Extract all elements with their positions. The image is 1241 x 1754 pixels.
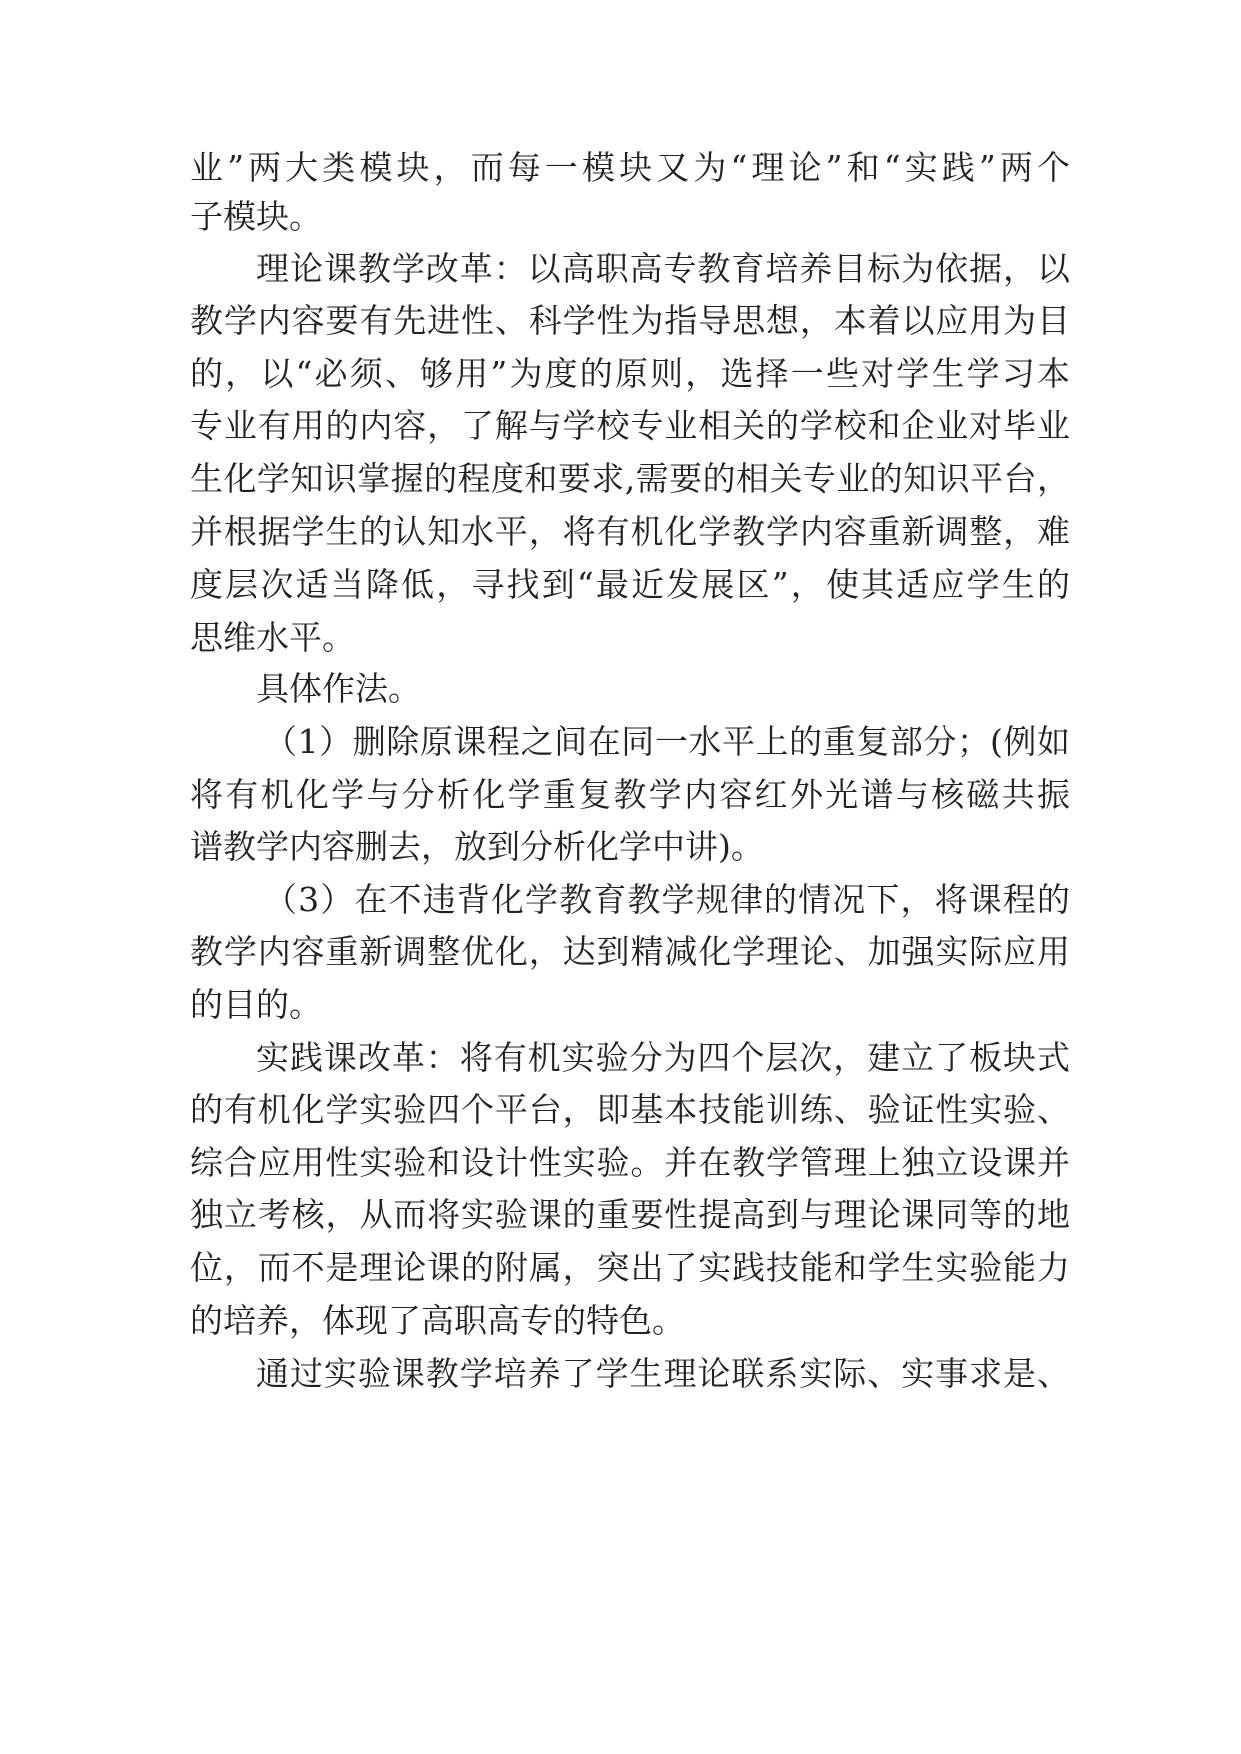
text-line: 综合应用性实验和设计性实验。并在教学管理上独立设课并	[190, 1143, 1070, 1182]
text-line: 的有机化学实验四个平台，即基本技能训练、验证性实验、	[190, 1090, 1070, 1129]
text-line: 度层次适当降低，寻找到“最近发展区”，使其适应学生的	[190, 565, 1070, 604]
text-line: 的，以“必须、够用”为度的原则，选择一些对学生学习本	[190, 354, 1070, 393]
text-line: 并根据学生的认知水平，将有机化学教学内容重新调整，难	[190, 512, 1070, 551]
text-line: 位，而不是理论课的附属，突出了实践技能和学生实验能力	[190, 1248, 1070, 1287]
text-line: 教学内容重新调整优化，达到精减化学理论、加强实际应用	[190, 932, 1070, 971]
paragraph-start-line: （3）在不违背化学教育教学规律的情况下，将课程的	[264, 880, 1070, 919]
text-line: 生化学知识掌握的程度和要求,需要的相关专业的知识平台，	[190, 459, 1070, 498]
text-line: 的培养，体现了高职高专的特色。	[190, 1301, 685, 1340]
paragraph-start-line: 理论课教学改革：以高职高专教育培养目标为依据，以	[256, 249, 1070, 288]
paragraph-start-line: 实践课改革：将有机实验分为四个层次，建立了板块式	[256, 1038, 1070, 1077]
text-line: 专业有用的内容，了解与学校专业相关的学校和企业对毕业	[190, 406, 1070, 445]
text-line: 业”两大类模块，而每一模块又为“理论”和“实践”两个	[190, 148, 1070, 187]
text-line: 将有机化学与分析化学重复教学内容红外光谱与核磁共振	[190, 775, 1070, 814]
paragraph-start-line: （1）删除原课程之间在同一水平上的重复部分；(例如	[264, 722, 1070, 761]
text-line: 的目的。	[190, 985, 322, 1024]
text-line: 独立考核，从而将实验课的重要性提高到与理论课同等的地	[190, 1195, 1070, 1234]
text-line: 谱教学内容删去，放到分析化学中讲)。	[190, 827, 764, 866]
text-line: 思维水平。	[190, 618, 355, 657]
paragraph-start-line: 通过实验课教学培养了学生理论联系实际、实事求是、	[256, 1354, 1070, 1393]
text-line: 子模块。	[190, 197, 322, 236]
paragraph-start-line: 具体作法。	[256, 669, 421, 708]
text-line: 教学内容要有先进性、科学性为指导思想，本着以应用为目	[190, 301, 1070, 340]
